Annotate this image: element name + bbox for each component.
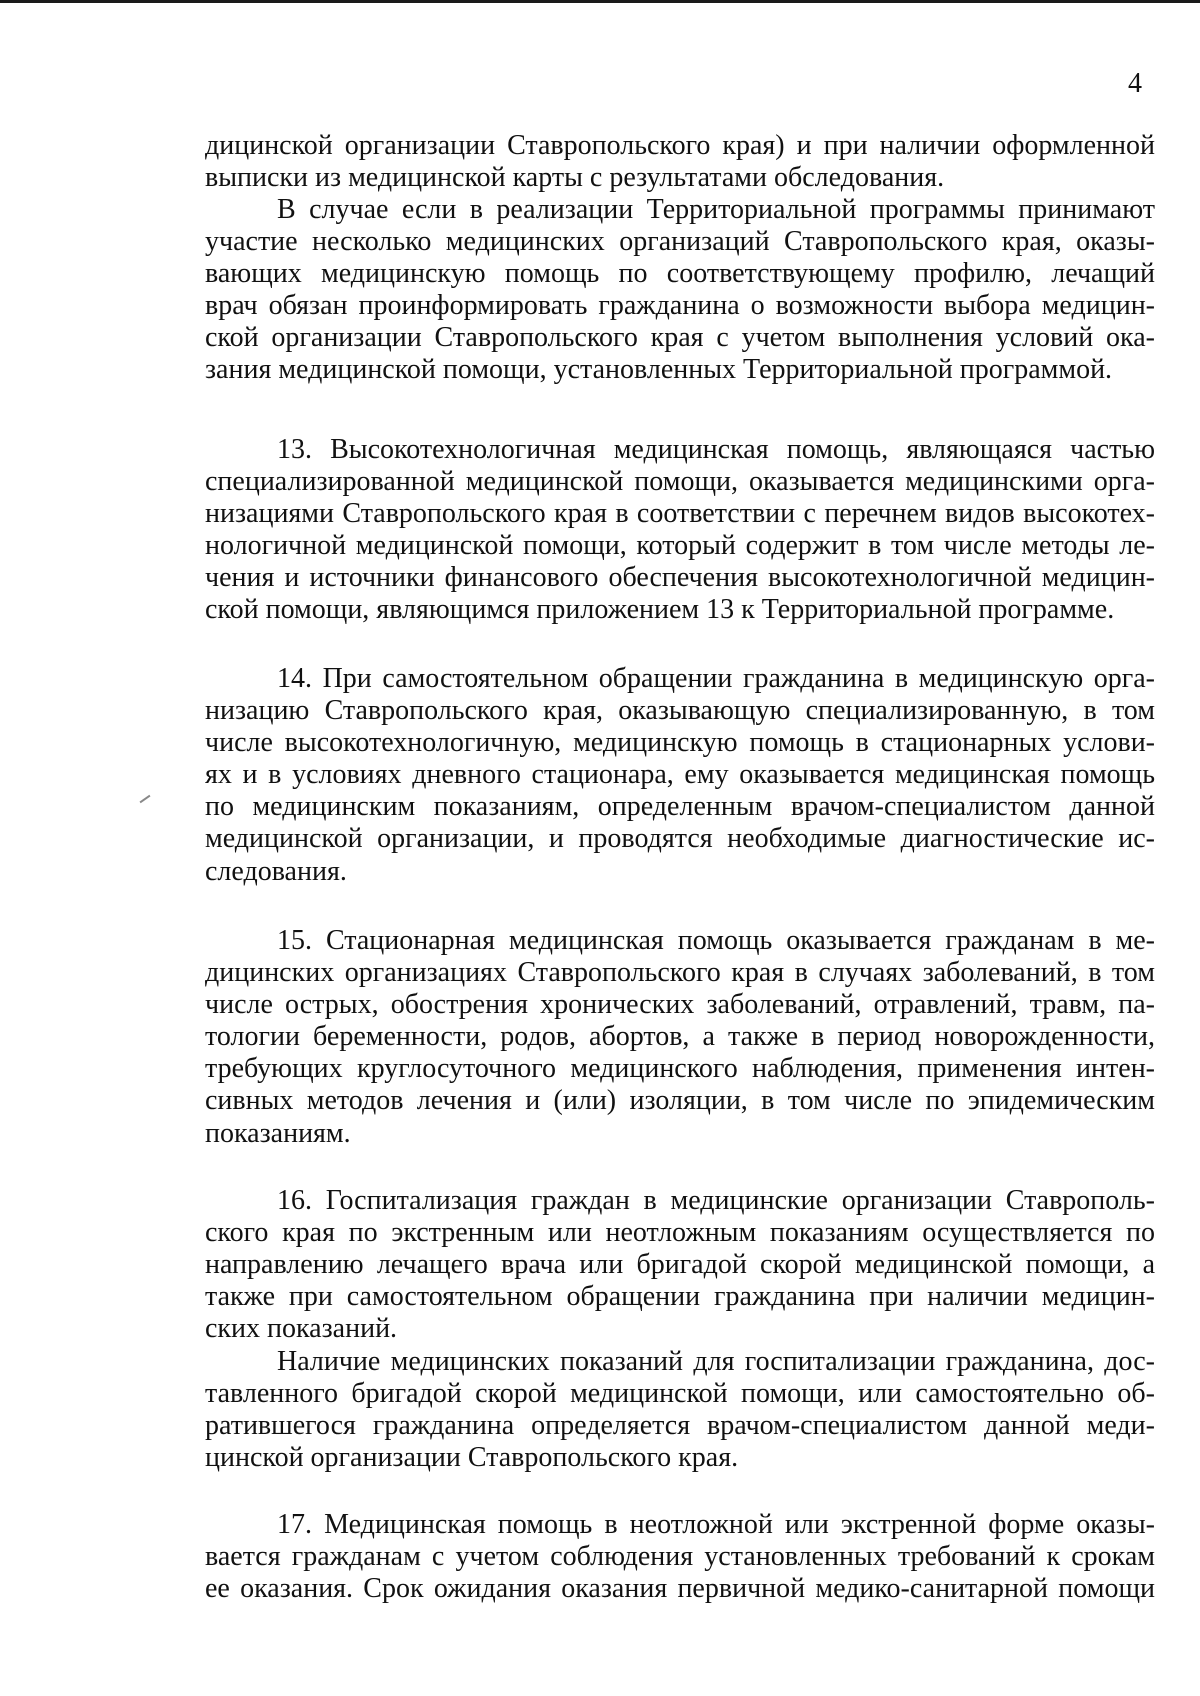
text-line: тавленного бригадой скорой медицинской помощи, или самостоятельно об- [205,1378,1155,1410]
text-line: вается гражданам с учетом соблюдения установленных требований к срокам [205,1541,1155,1573]
text-line: ской организации Ставропольского края с учетом выполнения условий ока- [205,322,1155,354]
text-line: врач обязан проинформировать гражданина о возможности выбора медицин- [205,290,1155,322]
page-number: 4 [1128,68,1142,99]
text-line: ской помощи, являющимся приложением 13 к Территориальной программе. [205,594,1115,626]
text-line: низациями Ставропольского края в соответствии с перечнем видов высокотех- [205,498,1155,530]
paragraph-16-hospitalization-criteria [205,1346,1155,1474]
text-line: по медицинским показаниям, определенным врачом-специалистом данной [205,791,1155,823]
text-line: показаниям. [205,1117,351,1149]
text-line: ее оказания. Срок ожидания оказания первичной медико-санитарной помощи [205,1573,1155,1605]
text-line: направлению лечащего врача или бригадой скорой медицинской помощи, а [205,1249,1155,1281]
text-line: числе высокотехнологичную, медицинскую помощь в стационарных услови- [205,727,1155,759]
paragraph-14 [205,663,1155,888]
paragraph-17 [205,1509,1155,1605]
paragraph-16 [205,1185,1155,1345]
text-line: В случае если в реализации Территориальной программы принимают [277,194,1155,225]
text-line: Наличие медицинских показаний для госпитализации гражданина, дос- [277,1346,1155,1377]
stray-pen-mark [140,795,151,804]
text-line: выписки из медицинской карты с результатами обследования. [205,162,945,194]
text-line: сивных методов лечения и (или) изоляции, в том числе по эпидемическим [205,1085,1155,1117]
text-line: следования. [205,855,347,887]
text-line: числе острых, обострения хронических заболеваний, отравлений, травм, па- [205,989,1155,1021]
text-line: вающих медицинскую помощь по соответствующему профилю, лечащий [205,258,1155,290]
text-line: нологичной медицинской помощи, который содержит в том числе методы ле- [205,530,1155,562]
paragraph-continuation [205,130,1155,194]
text-line: зания медицинской помощи, установленных Территориальной программой. [205,354,1113,386]
text-line: цинской организации Ставропольского края. [205,1442,739,1474]
paragraph-13 [205,434,1155,627]
text-line: дицинских организациях Ставропольского края в случаях заболеваний, в том [205,957,1155,989]
text-line: чения и источники финансового обеспечения высокотехнологичной медицин- [205,562,1155,594]
text-line: ях и в условиях дневного стационара, ему оказывается медицинская помощь [205,759,1155,791]
text-line: специализированной медицинской помощи, оказывается медицинскими орга- [205,466,1155,498]
text-line: тологии беременности, родов, абортов, а также в период новорожденности, [205,1021,1155,1053]
text-line: 16. Госпитализация граждан в медицинские организации Ставрополь- [277,1185,1155,1216]
text-line: также при самостоятельном обращении гражданина при наличии медицин- [205,1281,1155,1313]
text-line: ских показаний. [205,1313,398,1345]
text-line: требующих круглосуточного медицинского наблюдения, применения интен- [205,1053,1155,1085]
text-line: дицинской организации Ставропольского края) и при наличии оформленной [205,130,1155,161]
text-line: медицинской организации, и проводятся необходимые диагностические ис- [205,823,1155,855]
text-line: ратившегося гражданина определяется врачом-специалистом данной меди- [205,1410,1155,1442]
paragraph-choice-of-organization [205,194,1155,387]
paragraph-15 [205,925,1155,1150]
text-line: участие несколько медицинских организаций Ставропольского края, оказы- [205,226,1155,258]
text-line: 13. Высокотехнологичная медицинская помощь, являющаяся частью [277,434,1155,465]
top-scan-edge [0,0,1200,3]
text-line: 17. Медицинская помощь в неотложной или экстренной форме оказы- [277,1509,1155,1540]
text-line: ского края по экстренным или неотложным показаниям осуществляется по [205,1217,1155,1249]
text-line: низацию Ставропольского края, оказывающую специализированную, в том [205,695,1155,727]
text-line: 14. При самостоятельном обращении гражданина в медицинскую орга- [277,663,1155,694]
text-line: 15. Стационарная медицинская помощь оказывается гражданам в ме- [277,925,1155,956]
